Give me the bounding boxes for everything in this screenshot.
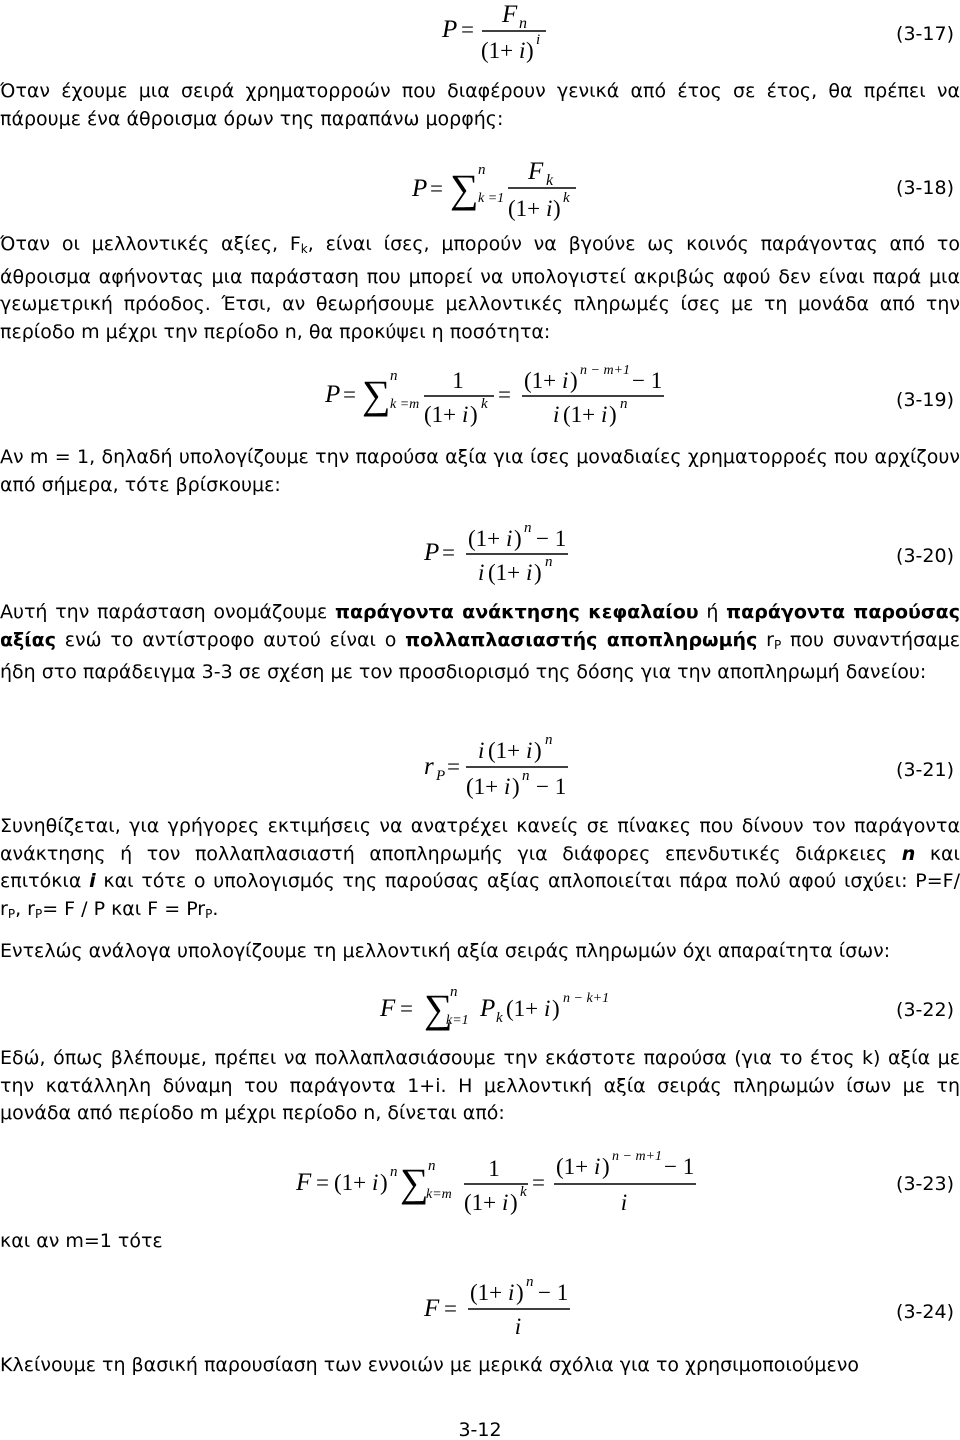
paragraph-5 [0,813,960,928]
eq24-den: i [514,1314,522,1339]
eq23-f1-den-close: ) [510,1190,518,1215]
eq18-sum-bot: k =1 [478,191,505,206]
eq22-term: P [480,995,496,1022]
eq19-eq2: = [498,382,511,407]
equation-number-3-18: (3-18) [896,177,954,199]
eq21-lhs-sub: P [436,768,446,784]
eq23-pre-close: ) [380,1170,388,1195]
eq17-num-sub: n [519,15,527,32]
eq19-f2-num-sup: n − m+1 [580,363,631,378]
p5-text-d: , r [15,897,35,920]
p4-text-e: r [757,628,774,651]
equation-3-22 [0,984,960,1044]
p5-text-b: και επιτόκια [0,842,960,892]
page-number: 3-12 [458,1419,502,1440]
equation-3-21-formula [0,734,960,806]
eq20-num-tail: − 1 [536,526,567,551]
eq21-num-sup: n [545,732,553,748]
eq23-eq: = [316,1170,329,1195]
eq19-sum-top: n [390,368,398,384]
p4-term-present-value: παράγοντα παρούσας αξίας [0,601,960,651]
eq19-f2-num: (1+ [524,368,557,393]
equation-3-20-formula [0,520,960,592]
equation-number-3-17: (3-17) [896,23,954,45]
eq21-den-tail: − 1 [536,774,567,799]
paragraph-8: και αν m=1 τότε [0,1230,163,1252]
eq18-num-sub: k [546,172,554,189]
equation-3-20 [0,520,960,592]
eq22-sum-icon: ∑ [424,986,453,1031]
eq21-den-close: ) [512,774,520,799]
equation-number-3-20: (3-20) [896,545,954,567]
paragraph-6: Εντελώς ανάλογα υπολογίζουμε τη μελλοντική αξία σειράς πληρωμών όχι απαραίτητα ίσων: [0,940,891,962]
eq20-den-i: i [478,560,485,585]
p5-text-c: και τότε ο υπολογισμός της παρούσας αξίας απλοποιείται πάρα πολύ αφού ισχύει: P=F/ r [0,870,960,920]
eq20-num: (1+ [468,526,501,551]
eq23-lhs: F [296,1169,312,1196]
eq20-num-close: ) [514,526,522,551]
equation-number-3-22: (3-22) [896,999,954,1021]
eq17-num: F [502,1,518,28]
p2-text-b: , είναι ίσες, μπορούν να βγούνε ως κοινός παράγοντας από το άθροισμα αφήνοντας μια παράσταση που μπορεί να υπολογιστεί ακριβώς αφού δεν είναι παρά μια γεωμετρική πρόοδος. Έτσι, αν θεωρήσουμε μελλοντικές πληρωμές ίσες με τη μονάδα από την περίοδο m μέχρι την περίοδο n, θα προκύψει η ποσότητα: [0,233,960,343]
eq23-sum-top: n [428,1158,436,1174]
p2-subscript-k: k [300,242,308,256]
eq18-den-close: ) [553,196,561,221]
equation-3-19 [0,358,960,438]
paragraph-7: Εδώ, όπως βλέπουμε, πρέπει να πολλαπλασιάσουμε την εκάστοτε παρούσα (για το έτος k) αξία με την κατάλληλη δύναμη του παράγοντα 1+i. Η μελλοντική αξία σειράς πληρωμών ίσων με τη μονάδα από περίοδο m μέχρι περίοδο n, δίνεται από: [0,1047,960,1124]
eq19-f1-den-i: i [462,402,469,427]
eq23-f1-den-sup: k [520,1184,527,1200]
eq19-eq: = [343,382,356,407]
eq19-sum-bot: k =m [390,397,420,412]
eq23-f1-num: 1 [488,1156,500,1181]
eq19-f2-num-tail: − 1 [632,368,663,393]
eq21-lhs: r [424,753,434,780]
equation-3-23 [0,1148,960,1222]
equation-3-17-formula [0,0,960,70]
eq23-f2-num-close: ) [602,1154,610,1179]
eq22-eq: = [400,996,413,1021]
eq18-den: (1+ [508,196,541,221]
eq23-pre-sup: n [390,1164,398,1180]
eq21-num-i: i [478,738,485,763]
eq19-lhs: P [325,381,341,408]
eq20-den-i2: i [526,560,533,585]
eq23-pre: (1+ [334,1170,367,1195]
paragraph-1: Όταν έχουμε μια σειρά χρηματορροών που διαφέρουν γενικά από έτος σε έτος, θα πρέπει να πάρουμε ένα άθροισμα όρων της παραπάνω μορφής: [0,80,960,130]
eq19-f2-den-close: ) [609,402,617,427]
eq18-num: F [528,158,544,185]
eq23-f2-den: i [620,1190,628,1215]
p5-text-f: . [212,897,219,920]
p4-subscript-p: P [773,637,782,652]
eq17-eq: = [461,17,474,42]
equation-3-18-formula [0,150,960,232]
p5-text-a: Συνηθίζεται, για γρήγορες εκτιμήσεις να ανατρέχει κανείς σε πίνακες που δίνουν τον παράγοντα ανάκτησης ή τον πολλαπλασιαστή αποπληρωμής για διάφορες επενδυτικές διάρκειες [0,815,960,865]
eq20-lhs: P [424,539,440,566]
p5-subscript-p2: P [34,906,43,921]
eq23-sum-icon: ∑ [400,1160,429,1205]
eq18-sum-top: n [478,162,486,178]
eq24-eq: = [444,1296,457,1321]
eq19-f2-den-i: i [553,402,560,427]
p4-text-f: που συναντήσαμε ήδη στο παράδειγμα 3-3 σε σχέση με τον προσδιορισμό της δόσης για την αποπληρωμή δανείου: [0,628,960,683]
eq23-f2-num-sup: n − m+1 [612,1149,663,1164]
eq22-term-sub: k [496,1010,503,1026]
eq23-f1-den-i: i [502,1190,509,1215]
eq22-sum-top: n [450,984,458,1000]
eq23-pre-i: i [372,1170,379,1195]
equation-3-17 [0,0,960,70]
equation-3-22-formula [0,984,960,1044]
equation-3-18 [0,150,960,232]
p5-var-n: n [901,842,916,865]
eq19-f1-num: 1 [452,368,464,393]
equation-3-24 [0,1270,960,1340]
eq19-sum-icon: ∑ [362,372,391,417]
eq20-eq: = [442,540,455,565]
eq23-f2-num-tail: − 1 [664,1154,695,1179]
eq19-f1-den-close: ) [470,402,478,427]
eq17-den-sup: i [536,32,541,48]
equation-number-3-24: (3-24) [896,1301,954,1323]
eq19-f2-den: (1+ [563,402,596,427]
paragraph-4 [0,599,960,687]
eq19-f2-num-i: i [562,368,569,393]
eq24-lhs: F [424,1295,440,1322]
eq21-den-sup: n [522,768,530,784]
equation-3-23-formula [0,1148,960,1222]
eq24-num-tail: − 1 [538,1280,569,1305]
equation-number-3-19: (3-19) [896,389,954,411]
eq22-paren-sup: n − k+1 [563,991,610,1006]
p4-term-repayment-multiplier: πολλαπλασιαστής αποπληρωμής [405,628,758,651]
eq23-f2-num: (1+ [556,1154,589,1179]
p5-subscript-p3: P [205,906,213,921]
eq21-num-close: ) [534,738,542,763]
equation-3-21 [0,734,960,806]
eq20-num-sup: n [524,520,532,536]
eq22-paren: (1+ [506,996,539,1021]
eq23-f1-den: (1+ [464,1190,497,1215]
eq18-den-sup: k [563,190,570,206]
eq24-num-close: ) [516,1280,524,1305]
paragraph-3: Αν m = 1, δηλαδή υπολογίζουμε την παρούσα αξία για ίσες μοναδιαίες χρηματορροές που αρχίζουν από σήμερα, τότε βρίσκουμε: [0,446,960,496]
eq22-lhs: F [380,995,396,1022]
eq21-eq: = [447,754,460,779]
eq21-den-i: i [504,774,511,799]
p5-text-e: = F / P και F = Pr [42,897,206,920]
eq22-paren-close: ) [552,996,560,1021]
eq19-f2-den-sup: n [620,396,628,412]
eq24-num-sup: n [526,1274,534,1290]
equation-number-3-23: (3-23) [896,1173,954,1195]
p4-text-c: ή [698,601,727,623]
eq17-den-close: ) [526,38,534,63]
p5-var-i: i [89,870,96,892]
equation-3-19-formula [0,358,960,438]
eq18-den-i: i [546,196,553,221]
eq19-f2-num-close: ) [570,368,578,393]
eq21-num: (1+ [488,738,521,763]
paragraph-9: Κλείνουμε τη βασική παρουσίαση των εννοιών με μερικά σχόλια για το χρησιμοποιούμενο [0,1354,860,1376]
paragraph-2 [0,231,960,346]
eq18-eq: = [430,176,443,201]
p4-term-capital-recovery: παράγοντα ανάκτησης κεφαλαίου [334,601,699,623]
eq17-den: (1+ [481,38,514,63]
eq24-num-i: i [508,1280,515,1305]
eq20-den-close: ) [534,560,542,585]
eq23-eq2: = [532,1170,545,1195]
eq24-num: (1+ [470,1280,503,1305]
eq18-lhs: P [412,175,428,202]
p5-subscript-p1: P [7,906,16,921]
p4-text-a: Αυτή την παράσταση ονομάζουμε [0,601,335,623]
p2-text-a: Όταν οι μελλοντικές αξίες, F [0,233,301,255]
eq17-lhs: P [442,16,458,43]
eq23-f2-num-i: i [594,1154,601,1179]
eq20-num-i: i [506,526,513,551]
eq19-f1-den: (1+ [424,402,457,427]
equation-3-24-formula [0,1270,960,1340]
eq20-den: (1+ [488,560,521,585]
eq21-num-i2: i [526,738,533,763]
eq19-f1-den-sup: k [481,396,488,412]
equation-number-3-21: (3-21) [896,759,954,781]
eq21-den: (1+ [466,774,499,799]
eq22-paren-i: i [544,996,551,1021]
eq19-f2-den-i2: i [601,402,608,427]
eq20-den-sup: n [545,554,553,570]
p4-text-d: ενώ το αντίστροφο αυτού είναι ο [56,628,406,651]
eq23-sum-bot: k=m [426,1187,452,1202]
eq18-sum-icon: ∑ [450,166,479,211]
eq22-sum-bot: k=1 [446,1013,469,1028]
eq17-den-i: i [519,38,526,63]
